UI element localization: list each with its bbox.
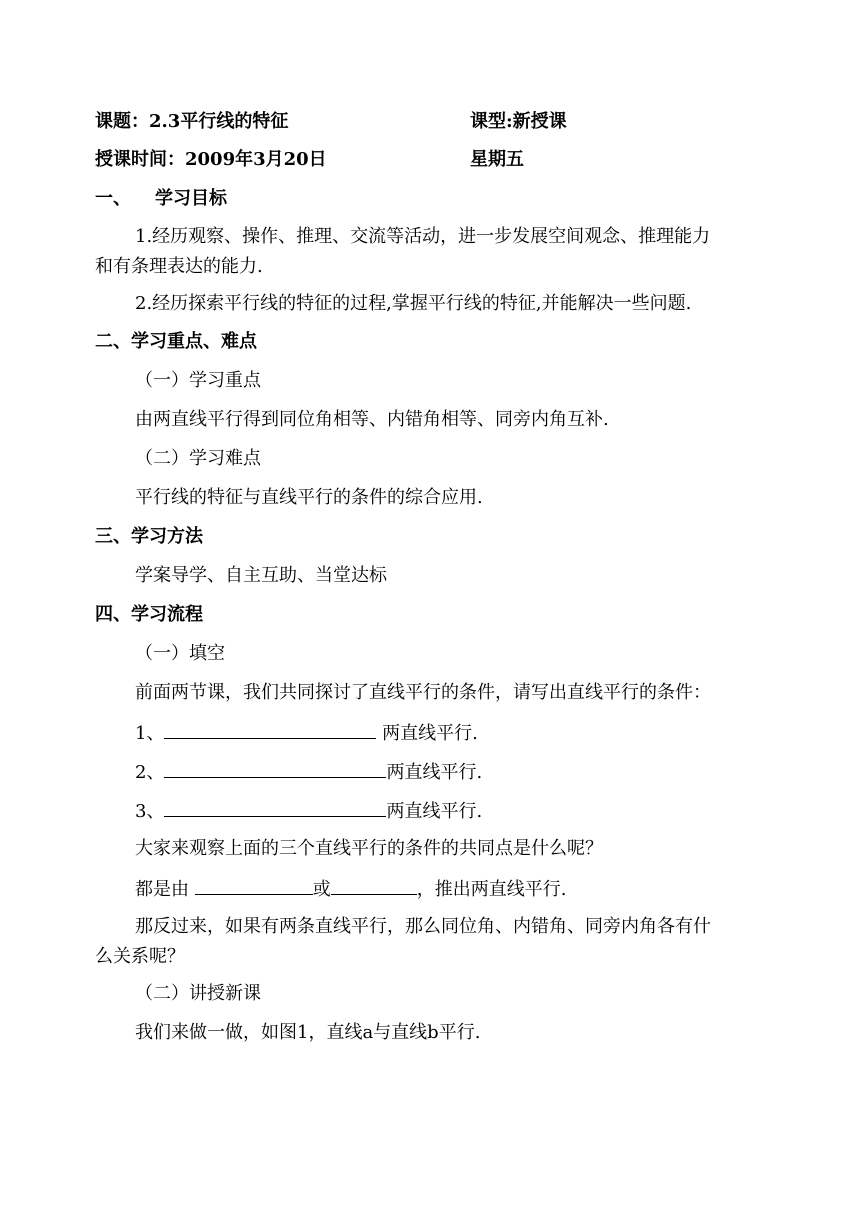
blank-1-number: 1、 (135, 723, 165, 744)
fill-prefix: 都是由 (135, 879, 195, 900)
lesson-type-label: 课型: (470, 111, 513, 132)
focus-text: 由两直线平行得到同位角相等、内错角相等、同旁内角互补. (135, 409, 609, 430)
section-3-title: 三、学习方法 (95, 526, 203, 547)
section-2-title: 二、学习重点、难点 (95, 331, 257, 352)
section-1-number: 一、 (95, 188, 131, 209)
goal-2: 2.经历探索平行线的特征的过程,掌握平行线的特征,并能解决一些问题. (135, 293, 692, 314)
blank-3-line[interactable] (164, 798, 386, 817)
reverse-question-line-1: 那反过来，如果有两条直线平行，那么同位角、内错角、同旁内角各有什 (135, 916, 711, 937)
time-line (95, 148, 327, 172)
section-1-title: 学习目标 (155, 188, 227, 209)
topic-value: 2.3平行线的特征 (149, 111, 289, 132)
topic-line (95, 110, 288, 134)
section-4-title: 四、学习流程 (95, 604, 203, 625)
difficulty-subheading: （二）学习难点 (135, 448, 261, 469)
new-lesson-text: 我们来做一做，如图1，直线a与直线b平行. (135, 1022, 481, 1043)
weekday: 星期五 (470, 149, 524, 170)
common-blank-1[interactable] (195, 876, 313, 895)
blank-2-line[interactable] (164, 759, 386, 778)
goal-1-line-2: 和有条理表达的能力. (95, 256, 263, 277)
time-value: 2009年3月20日 (185, 149, 327, 170)
difficulty-text: 平行线的特征与直线平行的条件的综合应用. (135, 487, 483, 508)
blank-2-number: 2、 (135, 762, 165, 783)
fill-intro: 前面两节课，我们共同探讨了直线平行的条件，请写出直线平行的条件： (135, 682, 711, 703)
condition-blank-2 (135, 759, 482, 783)
lesson-type-value: 新授课 (512, 111, 567, 132)
blank-3-number: 3、 (135, 801, 165, 822)
common-point-fill (135, 876, 566, 900)
goal-1-line-1: 1.经历观察、操作、推理、交流等活动，进一步发展空间观念、推理能力 (135, 226, 711, 247)
observation-question: 大家来观察上面的三个直线平行的条件的共同点是什么呢？ (135, 838, 603, 859)
fill-subheading: （一）填空 (135, 643, 225, 664)
lesson-type-line (470, 110, 567, 134)
blank-3-suffix: 两直线平行. (386, 801, 483, 822)
blank-1-line[interactable] (164, 720, 376, 739)
topic-label: 课题： (95, 111, 149, 132)
common-blank-2[interactable] (331, 876, 417, 895)
reverse-question-line-2: 么关系呢？ (95, 946, 185, 967)
fill-suffix: ，推出两直线平行. (416, 879, 567, 900)
fill-or: 或 (312, 879, 331, 900)
new-lesson-subheading: （二）讲授新课 (135, 983, 261, 1004)
time-label: 授课时间： (95, 149, 185, 170)
blank-2-suffix: 两直线平行. (386, 762, 483, 783)
focus-subheading: （一）学习重点 (135, 370, 261, 391)
blank-1-suffix: 两直线平行. (376, 723, 478, 744)
method-text: 学案导学、自主互助、当堂达标 (135, 565, 387, 586)
condition-blank-3 (135, 798, 482, 822)
condition-blank-1 (135, 720, 478, 744)
